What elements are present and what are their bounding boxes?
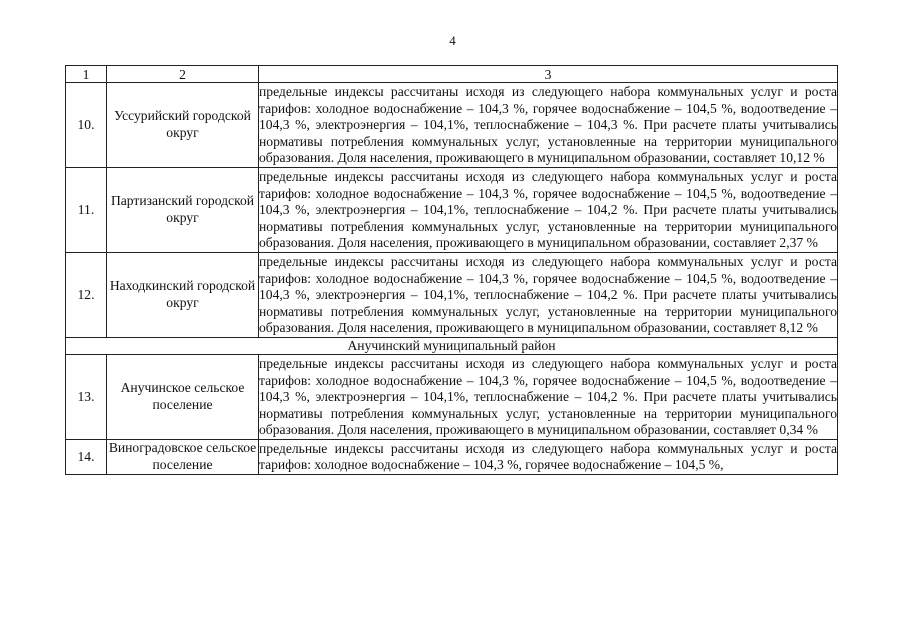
section-title: Анучинский муниципальный район bbox=[66, 337, 838, 354]
row-number: 11. bbox=[66, 167, 107, 252]
municipality-name: Находкинский городской округ bbox=[107, 252, 259, 337]
column-header-2: 2 bbox=[107, 66, 259, 83]
section-row bbox=[66, 337, 838, 354]
row-description: предельные индексы рассчитаны исходя из следующего набора коммунальных услуг и роста тарифов: холодное водоснабжение – 104,3 %, горячее водоснабжение – 104,5 %, bbox=[259, 439, 838, 474]
municipality-name: Анучинское сельское поселение bbox=[107, 354, 259, 439]
indices-table bbox=[65, 65, 838, 475]
row-number: 10. bbox=[66, 83, 107, 168]
table-row bbox=[66, 167, 838, 252]
table-row bbox=[66, 252, 838, 337]
municipality-name: Уссурийский городской округ bbox=[107, 83, 259, 168]
row-number: 13. bbox=[66, 354, 107, 439]
municipality-name: Виноградовское сельское поселение bbox=[107, 439, 259, 474]
municipality-name: Партизанский городской округ bbox=[107, 167, 259, 252]
row-description: предельные индексы рассчитаны исходя из следующего набора коммунальных услуг и роста тарифов: холодное водоснабжение – 104,3 %, горячее водоснабжение – 104,5 %, водоотведение – 104,3 %, электроэнергия – 104,1%, теплоснабжение – 104,2 %. При расчете платы учитывались нормативы потребления коммунальных услуг, установленные на территории муниципального образования. Доля населения, проживающего в муниципальном образовании, составляет 2,37 % bbox=[259, 167, 838, 252]
column-header-3: 3 bbox=[259, 66, 838, 83]
row-description: предельные индексы рассчитаны исходя из следующего набора коммунальных услуг и роста тарифов: холодное водоснабжение – 104,3 %, горячее водоснабжение – 104,5 %, водоотведение – 104,3 %, электроэнергия – 104,1%, теплоснабжение – 104,2 %. При расчете платы учитывались нормативы потребления коммунальных услуг, установленные на территории муниципального образования. Доля населения, проживающего в муниципальном образовании, составляет 8,12 % bbox=[259, 252, 838, 337]
row-number: 14. bbox=[66, 439, 107, 474]
row-description: предельные индексы рассчитаны исходя из следующего набора коммунальных услуг и роста тарифов: холодное водоснабжение – 104,3 %, горячее водоснабжение – 104,5 %, водоотведение – 104,3 %, электроэнергия – 104,1%, теплоснабжение – 104,3 %. При расчете платы учитывались нормативы потребления коммунальных услуг, установленные на территории муниципального образования. Доля населения, проживающего в муниципальном образовании, составляет 10,12 % bbox=[259, 83, 838, 168]
page-number: 4 bbox=[449, 33, 456, 48]
table-header-row bbox=[66, 66, 838, 83]
row-number: 12. bbox=[66, 252, 107, 337]
table-row bbox=[66, 354, 838, 439]
row-description: предельные индексы рассчитаны исходя из следующего набора коммунальных услуг и роста тарифов: холодное водоснабжение – 104,3 %, горячее водоснабжение – 104,5 %, водоотведение – 104,3 %, электроэнергия – 104,1%, теплоснабжение – 104,2 %. При расчете платы учитывались нормативы потребления коммунальных услуг, установленные на территории муниципального образования. Доля населения, проживающего в муниципальном образовании, составляет 0,34 % bbox=[259, 354, 838, 439]
table-row bbox=[66, 439, 838, 474]
table-row bbox=[66, 83, 838, 168]
column-header-1: 1 bbox=[66, 66, 107, 83]
